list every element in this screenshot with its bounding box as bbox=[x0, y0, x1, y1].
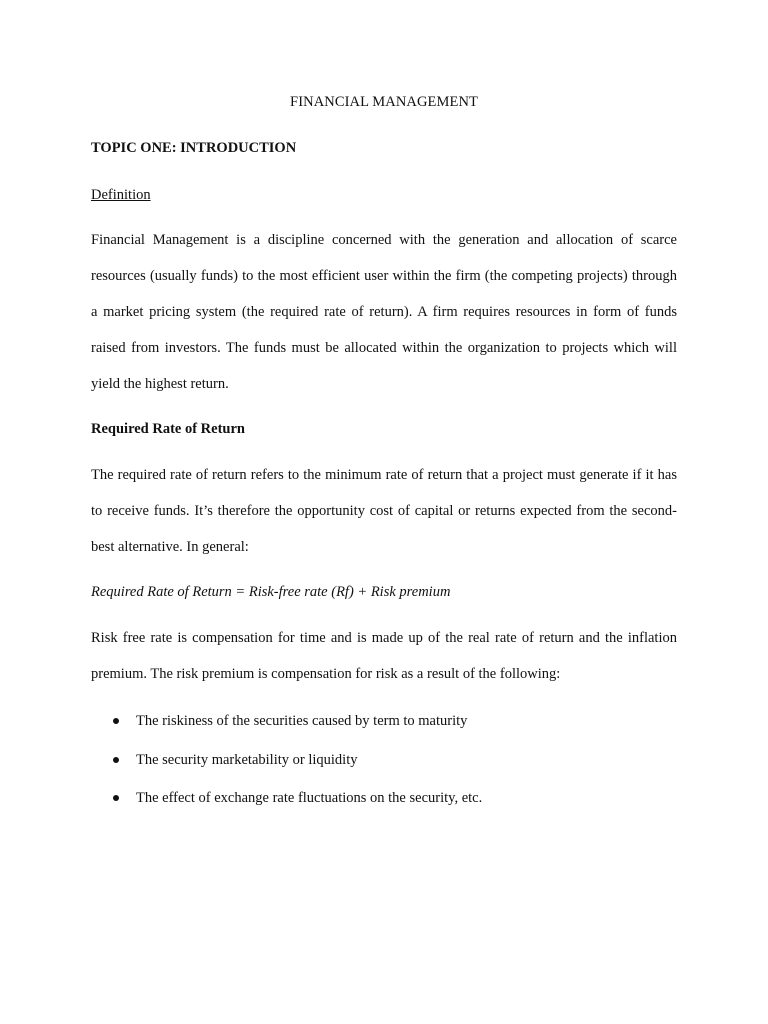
list-item bbox=[91, 750, 677, 789]
bullet-icon bbox=[113, 718, 119, 724]
risk-paragraph: Risk free rate is compensation for time and is made up of the real rate of return and the inflation premium. The risk premium is compensation for risk as a result of the following: bbox=[91, 630, 677, 682]
list-item-text: The riskiness of the securities caused by term to maturity bbox=[136, 713, 468, 729]
list-item-text: The effect of exchange rate fluctuations on the security, etc. bbox=[136, 790, 483, 806]
list-item bbox=[91, 788, 677, 827]
required-rate-paragraph: The required rate of return refers to the minimum rate of return that a project must generate if it has to receive funds. It’s therefore the opportunity cost of capital or returns expected from the second-best alternative. In general: bbox=[91, 467, 677, 555]
definition-paragraph: Financial Management is a discipline concerned with the generation and allocation of scarce resources (usually funds) to the most efficient user within the firm (the competing projects) through a market pricing system (the required rate of return). A firm requires resources in form of funds raised from investors. The funds must be allocated within the organization to projects which will yield the highest return. bbox=[91, 232, 677, 392]
bullet-icon bbox=[113, 757, 119, 763]
definition-heading: Definition bbox=[91, 187, 151, 203]
list-item bbox=[91, 711, 677, 750]
document-title: FINANCIAL MANAGEMENT bbox=[290, 94, 478, 110]
required-rate-heading: Required Rate of Return bbox=[91, 421, 245, 437]
risk-factor-list bbox=[91, 711, 677, 827]
bullet-icon bbox=[113, 795, 119, 801]
topic-heading: TOPIC ONE: INTRODUCTION bbox=[91, 140, 297, 156]
required-rate-formula: Required Rate of Return = Risk-free rate (Rf) + Risk premium bbox=[91, 584, 451, 600]
list-item-text: The security marketability or liquidity bbox=[136, 751, 358, 768]
